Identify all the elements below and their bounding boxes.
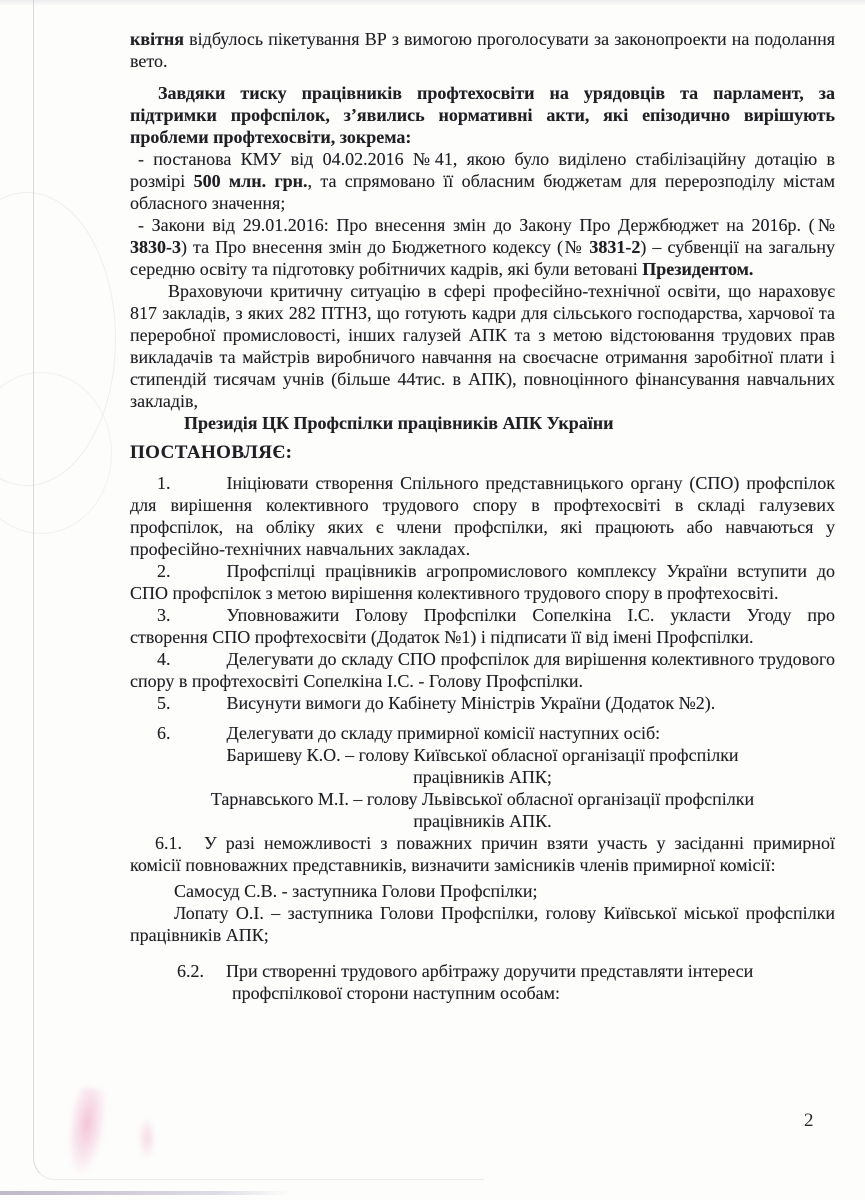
paragraph-laws: - Закони від 29.01.2016: Про внесення змін до Закону Про Держбюджет на 2016р. (№ 3830-3) та Про внесення змін до Бюджетного кодексу (№ 3831-2) – субвенції на загальну середню освіту та підготовку робітничих кадрів, які були ветовані Президентом. [130, 215, 835, 279]
list-item-3: 3. Уповноважити Голову Профспілки Сопелкіна І.С. укласти Угоду про створення СПО профтехосвіти (Додаток №1) і підписати її від імені Профспілки. [130, 605, 835, 647]
bold-law-number: 3830-3 [130, 237, 181, 257]
item-number: 6. [157, 723, 171, 743]
bold-lead-word: квітня [130, 29, 185, 49]
item-number: 1. [157, 473, 171, 493]
bold-amount: 500 млн. грн. [193, 171, 308, 191]
scan-bottom-edge-line [0, 1191, 290, 1195]
substitute-line: Лопату О.І. – заступника Голови Профспілки, голову Київської міської профспілки працівників АПК; [130, 903, 835, 945]
item-number: 6.1. [155, 833, 182, 853]
clause-6-2: 6.2. При створенні трудового арбітражу доручити представляти інтереси профспілкової сторони наступним особам: [177, 961, 754, 1003]
substitute-line: Самосуд С.В. - заступника Голови Профспілки; [174, 881, 538, 901]
presidium-line: Президія ЦК Профспілки працівників АПК України [184, 413, 614, 433]
list-item-5: 5. Висунути вимоги до Кабінету Міністрів України (Додаток №2). [157, 693, 716, 713]
delegate-line: працівників АПК. [413, 811, 552, 831]
item-number: 5. [157, 693, 171, 713]
bold-president: Президентом. [642, 259, 754, 279]
pink-ink-smudge [138, 1116, 156, 1160]
item-number: 3. [157, 605, 171, 625]
clause-6-1: 6.1. У разі неможливості з поважних причин взяти участь у засіданні примирної комісії повноважних представників, визначити замісників членів примирної комісії: [130, 833, 835, 875]
list-item-4: 4. Делегувати до складу СПО профспілок для вирішення колективного трудового спору в профтехосвіті Сопелкіна І.С. - Голову Профспілки. [130, 649, 835, 691]
list-item-6: 6. Делегувати до складу примирної комісії наступних осіб: [157, 723, 661, 743]
delegate-line: працівників АПК; [413, 767, 552, 787]
delegate-line: Тарнавського М.І. – голову Львівської обласної організації профспілки [210, 789, 755, 809]
list-item-2: 2. Профспілці працівників агропромислового комплексу України вступити до СПО профспілок з метою вирішення колективного трудового спору в профтехосвіті. [130, 561, 835, 603]
paragraph-considering: Враховуючи критичну ситуацію в сфері професійно-технічної освіти, що нараховує 817 закладів, з яких 282 ПТНЗ, що готують кадри для сільського господарства, харчової та переробної промисловості, інших галузей АПК та з метою відстоювання трудових прав викладачів та майстрів виробничого навчання на своєчасне отримання заробітної плати і стипендій тисячам учнів (більше 44тис. в АПК), повноцінного фінансування навчальних закладів, [130, 281, 835, 411]
resolves-heading: ПОСТАНОВЛЯЄ: [130, 442, 293, 463]
page-number: 2 [804, 1110, 814, 1131]
paragraph-thanks-pressure: Завдяки тиску працівників профтехосвіти на урядовців та парламент, за підтримки профспілок, з’явились нормативні акти, які епізодично вирішують проблеми профтехосвіти, зокрема: [130, 83, 835, 147]
paragraph-kmu-resolution: - постанова КМУ від 04.02.2016 №41, якою було виділено стабілізаційну дотацію в розмірі 500 млн. грн., та спрямовано її обласним бюджетам для перерозподілу містам обласного значення; [130, 149, 835, 213]
item-number: 4. [157, 649, 171, 669]
bold-law-number: 3831-2 [589, 237, 641, 257]
item-number: 6.2. [177, 961, 204, 981]
paragraph-picketing: квітня відбулось пікетування ВР з вимогою проголосувати за законопроекти на подолання вето. [130, 29, 835, 71]
list-item-1: 1. Ініціювати створення Спільного представницького органу (СПО) профспілок для вирішення колективного трудового спору в профтехосвіті в складі галузевих профспілок, на обліку яких є члени профспілки, які працюють або навчаються у професійно-технічних навчальних закладах. [130, 473, 835, 559]
delegate-line: Баришеву К.О. – голову Київської обласної організації профспілки [226, 745, 739, 765]
item-number: 2. [157, 561, 171, 581]
